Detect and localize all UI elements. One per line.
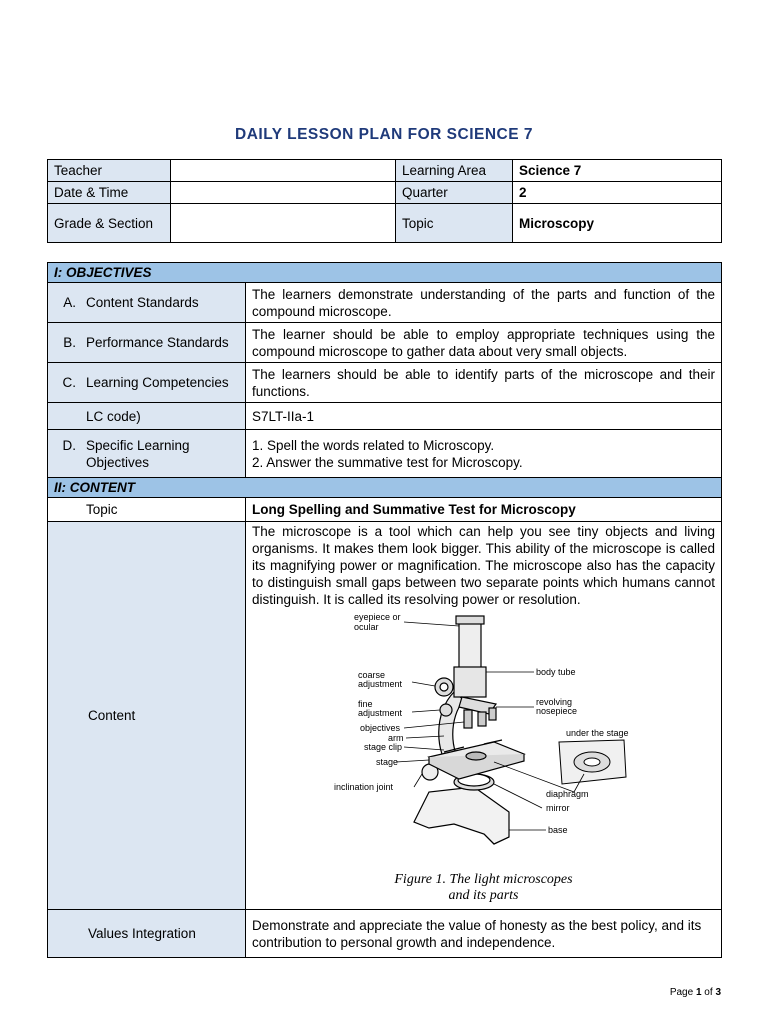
label-inclination-joint: inclination joint [333,782,393,792]
header-table [47,159,722,243]
lc-code-value: S7LT-IIa-1 [246,403,722,430]
specific-objectives-label: D. Specific Learning Objectives [48,430,246,478]
values-integration-label: Values Integration [48,910,246,958]
label-revolving: revolving [535,697,572,707]
label-coarse-2: adjustment [357,679,402,689]
topic-value: Microscopy [513,204,722,243]
objective-item: 1. Spell the words related to Microscopy. [252,437,495,453]
label-stage-clip: stage clip [363,742,402,752]
content-heading: II: CONTENT [48,478,722,498]
learning-area-label: Learning Area [396,160,513,182]
label-fine: fine [357,699,373,709]
label-stage: stage [375,757,398,767]
label-coarse: coarse [357,670,385,680]
label-mirror: mirror [545,803,569,813]
objectives-heading: I: OBJECTIVES [48,263,722,283]
content-label: Content [48,522,246,910]
label-diaphragm: diaphragm [545,789,589,799]
label-objectives: objectives [359,723,400,733]
date-time-value [171,182,396,204]
figure-caption: Figure 1. The light microscopes and its parts [394,872,573,903]
learning-area-value: Science 7 [513,160,722,182]
content-standards-text: The learners demonstrate understanding of the parts and function of the compound microscope. [246,283,722,323]
quarter-value: 2 [513,182,722,204]
label-body-tube: body tube [535,667,576,677]
content-standards-label: A. Content Standards [48,283,246,323]
page-title: DAILY LESSON PLAN FOR SCIENCE 7 [235,126,533,143]
performance-standards-text: The learner should be able to employ appropriate techniques using the compound microscope to gather data about very small objects. [246,323,722,363]
values-integration-text: Demonstrate and appreciate the value of honesty as the best policy, and its contribution to personal growth and independence. [246,910,722,958]
content-paragraph: The microscope is a tool which can help you see tiny objects and living organisms. It makes them look bigger. This ability of the microscope is called its magnifying power or magnification. The microscope also has the capacity to distinguish small gaps between two separate points which humans cannot distinguish. It is called its resolving power or resolution. [252,524,715,607]
content-topic-value: Long Spelling and Summative Test for Microscopy [246,498,722,522]
grade-section-label: Grade & Section [48,204,171,243]
lesson-table [47,262,722,958]
page-number: Page 1 of 3 [669,987,721,998]
label-base: base [547,825,568,835]
objective-item: 2. Answer the summative test for Microscopy. [252,454,523,470]
content-topic-label: Topic [48,498,246,522]
content-cell [246,522,722,910]
learning-competencies-label: C. Learning Competencies [48,363,246,403]
teacher-value [171,160,396,182]
performance-standards-label: B. Performance Standards [48,323,246,363]
label-eyepiece: eyepiece or [353,612,401,622]
learning-competencies-text: The learners should be able to identify parts of the microscope and their functions. [246,363,722,403]
specific-objectives-list [246,430,722,478]
lc-code-label: LC code) [48,403,246,430]
label-fine-2: adjustment [357,708,402,718]
microscope-diagram [334,612,634,872]
label-nosepiece: nosepiece [535,706,577,716]
microscope-figure [252,608,715,904]
quarter-label: Quarter [396,182,513,204]
grade-section-value [171,204,396,243]
label-under-stage: under the stage [565,728,629,738]
label-ocular: ocular [353,622,379,632]
topic-label: Topic [396,204,513,243]
teacher-label: Teacher [48,160,171,182]
label-arm: arm [387,733,403,743]
date-time-label: Date & Time [48,182,171,204]
